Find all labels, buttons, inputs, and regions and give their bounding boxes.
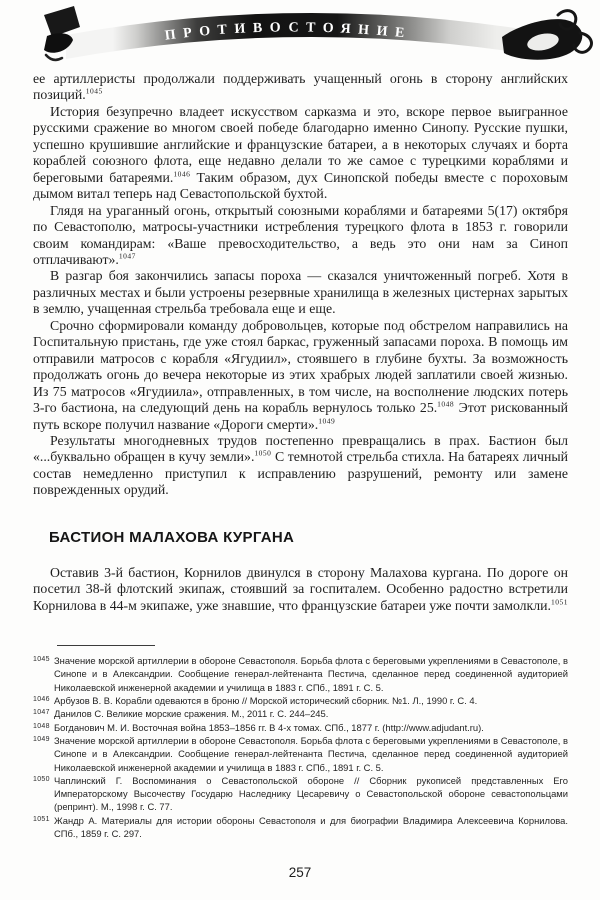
paragraph: Глядя на ураганный огонь, открытый союзными кораблями и батареями 5(17) октября по Севастополю, матросы-участники истребления турецкого флота в 1853 г. говорили своим командирам: «Ваше превосходительство, а ведь это они нам за Синоп отплачивают».$^{1047}$ [33, 202, 568, 267]
section-text [33, 565, 568, 614]
footnote [33, 707, 568, 720]
footnote-number: 1049 [33, 735, 50, 743]
body-text [33, 71, 568, 499]
footnote [33, 694, 568, 707]
footnote-number: 1050 [33, 775, 50, 783]
ribbon-band [66, 13, 534, 59]
footnote-text: Значение морской артиллерии в обороне Севастополя. Борьба флота с береговыми укреплениями в Севастополе, в Синопе и в Александрии. Сообщение генерал-лейтенанта Пестича, сделанное перед соединенной аудиторией Николаевской инженерной академии и училища в 1883 г. СПб., 1891 г. С. 5. [54, 734, 568, 773]
section-heading: БАСТИОН МАЛАХОВА КУРГАНА [49, 528, 295, 546]
paragraph: Оставив 3-й бастион, Корнилов двинулся в сторону Малахова кургана. По дороге он посетил 38-й флотский экипаж, стоявший за госпиталем. Особенно радостно встретили Корнилова в 44-м экипаже, уже знавшие, что французские батареи уже почти замолкли.$^{1051}$ [33, 564, 568, 613]
paragraph: ее артиллеристы продолжали поддерживать учащенный огонь в сторону английских позиций.$^{1045}$ [33, 71, 568, 103]
footnote-number: 1048 [33, 722, 50, 730]
footnote [33, 774, 568, 814]
footnotes [33, 645, 568, 840]
ribbon-end-right-icon [502, 11, 591, 60]
footnote-ref: 1051 [550, 597, 568, 607]
footnote [33, 734, 568, 774]
footnote-number: 1046 [33, 696, 50, 704]
footnote [33, 721, 568, 734]
footnote-number: 1045 [33, 656, 50, 664]
footnote-list [33, 654, 568, 840]
footnote-ref: 1049 [318, 415, 336, 425]
paragraph: История безупречно владеет искусством сарказма и это, вскоре первое выигранное русскими сражение во многом своей победе благодарно именно Синопу. Русские пушки, успешно крушившие английские и французские батареи, а в некоторых случаях и борта кораблей союзного флота, еще недавно делали то же самое с турецкими кораблями и береговыми батареями.$^{1046}$ Таким образом, дух Синопской победы вместе с пороховым дымом витал теперь над Севастопольской бухтой. [33, 103, 568, 202]
footnote-divider [57, 645, 155, 646]
footnote [33, 814, 568, 841]
footnote-text: Арбузов В. В. Корабли одеваются в броню // Морской исторический сборник. №1. Л., 1990 г. С. 4. [54, 695, 478, 707]
footnote-text: Богданович М. И. Восточная война 1853–1856 гг. В 4-х томах. СПб., 1877 г. (http://www.adjudant.ru). [54, 721, 484, 733]
chapter-banner [0, 0, 600, 64]
footnote [33, 654, 568, 694]
footnote-text: Значение морской артиллерии в обороне Севастополя. Борьба флота с береговыми укреплениями в Севастополе, в Синопе и в Александрии. Сообщение генерал-лейтенанта Пестича, сделанное перед соединенной аудиторией Николаевской инженерной академии и училища в 1883 г. СПб., 1891 г. С. 5. [54, 655, 568, 693]
footnote-number: 1051 [33, 815, 50, 823]
footnote-text: Данилов С. Великие морские сражения. М., 2011 г. С. 244–245. [54, 708, 329, 720]
footnote-ref: 1050 [254, 448, 272, 458]
footnote-ref: 1048 [437, 399, 455, 409]
footnote-number: 1047 [33, 709, 50, 717]
footnote-text: Жандр А. Материалы для истории обороны Севастополя и для биографии Владимира Алексеевича Корнилова. СПб., 1859 г. С. 297. [54, 814, 568, 839]
page-body [0, 64, 600, 840]
footnote-ref: 1045 [85, 86, 103, 96]
page-number: 257 [288, 865, 312, 880]
footnote-text: Чаплинский Г. Воспоминания о Севастопольской обороне // Сборник рукописей представленных Его Императорскому Высочеству Государю Наследнику Цесаревичу о Севастопольской обороне севастопольцами (репринт). М., 1998 г. С. 77. [54, 774, 568, 813]
paragraph: Срочно сформировали команду добровольцев, которые под обстрелом направились на Госпитальную пристань, где уже стоял баркас, груженный запасами пороха. В помощь им отправили матросов с корабля «Ягудиил», стоявшего в глубине бухты. За возможность продолжать огонь до вечера некоторые из этих храбрых людей заплатили своей жизнью. Из 75 матросов «Ягудиила», отправленных, в том числе, на восполнение людских потерь 3-го бастиона, на следующий день на корабль вернулось только 25.$^{1048}$ Этот рискованный путь вскоре получил название «Дороги смерти».$^{1049}$ [33, 317, 568, 432]
paragraph: В разгар боя закончились запасы пороха — сказался уничтоженный погреб. Хотя в различных местах и были устроены резервные хранилища в железных цистернах зарытых в землю, учащенная стрельба требовала еще и еще. [33, 268, 568, 317]
chapter-title: ПРОТИВОСТОЯНИЕ [164, 20, 413, 44]
footnote-ref: 1047 [118, 251, 136, 261]
footnote-ref: 1046 [173, 169, 191, 179]
paragraph: Результаты многодневных трудов постепенно превращались в прах. Бастион был «...буквально обращен в кучу земли».$^{1050}$ С темнотой стрельба стихла. На батареях личный состав немедленно приступил к исправлению разрушений, ремонту или замене поврежденных орудий. [33, 432, 568, 498]
